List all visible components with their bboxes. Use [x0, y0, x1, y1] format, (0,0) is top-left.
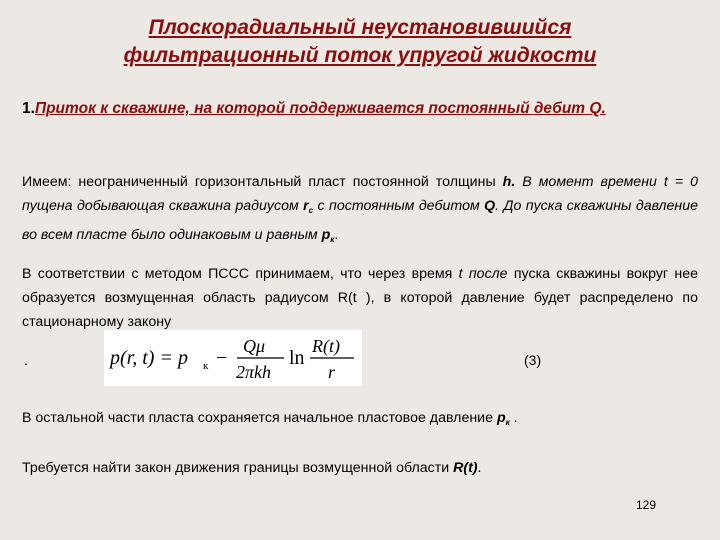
paragraph-task: [22, 456, 698, 480]
time-after-symbol: t после: [458, 266, 508, 282]
para3-text-1: В остальной части пласта сохраняется начальное пластовое давление: [22, 410, 497, 426]
pressure-formula: [104, 330, 362, 386]
page-number: 129: [636, 498, 657, 512]
formula-minus: −: [216, 347, 228, 369]
formula-denominator: 2πkh: [236, 362, 272, 382]
para1-text-1: Имеем: неограниченный горизонтальный пласт постоянной толщины: [22, 174, 503, 190]
title-line-2: фильтрационный поток упругой жидкости: [123, 44, 597, 67]
flow-rate-symbol: Q: [484, 198, 496, 214]
initial-pressure-symbol-2: p: [496, 410, 506, 426]
formula-ln: ln: [289, 347, 305, 369]
well-radius-symbol: r: [303, 198, 309, 214]
title-line-1: Плоскорадиальный неустановившийся: [148, 16, 572, 39]
para4-text-2: .: [477, 460, 482, 476]
initial-pressure-symbol: p: [321, 227, 331, 243]
subheading-text: Приток к скважине, на которой поддерживается постоянный дебит Q.: [34, 100, 606, 117]
formula-ratio-denominator: r: [328, 362, 336, 382]
paragraph-problem-statement: [22, 170, 698, 252]
subheading-number: 1.: [22, 100, 35, 117]
para1-text-3: с постоянным дебитом: [313, 198, 485, 214]
equation-number: (3): [524, 352, 542, 368]
paragraph-initial-pressure: [22, 406, 698, 435]
initial-pressure-subscript: к: [330, 235, 335, 244]
formula-numerator: Qμ: [243, 336, 266, 356]
initial-pressure-subscript-2: к: [505, 418, 510, 427]
paragraph-method: [22, 262, 698, 334]
para1-text-2: В момент времени t = 0 пущена добывающая скважина радиусом: [22, 174, 699, 214]
para2-text-1: В соответствии с методом ПССС принимаем, что через время: [22, 266, 459, 282]
para3-text-2: .: [509, 410, 518, 426]
slide-title: [0, 14, 720, 70]
para4-text-1: Требуется найти закон движения границы возмущенной области: [22, 460, 454, 476]
para2-text-2: пуска скважины вокруг нее образуется возмущенная область радиусом R(t ), в которой давление будет распределено по стационарному закону: [22, 266, 698, 330]
formula-lhs: p(r, t) = p: [110, 347, 188, 369]
formula-lhs-subscript: к: [203, 360, 209, 372]
thickness-symbol: h.: [502, 174, 516, 190]
well-radius-subscript: с: [308, 206, 314, 215]
para1-text-4: . До пуска скважины давление во всем пласте было одинаковым и равным: [22, 198, 698, 243]
subheading: [22, 96, 698, 121]
formula-leading-dot: .: [24, 352, 28, 368]
formula-ratio-numerator: R(t): [312, 336, 340, 356]
para1-text-5: .: [334, 227, 339, 243]
boundary-radius-symbol: R(t): [453, 460, 478, 476]
